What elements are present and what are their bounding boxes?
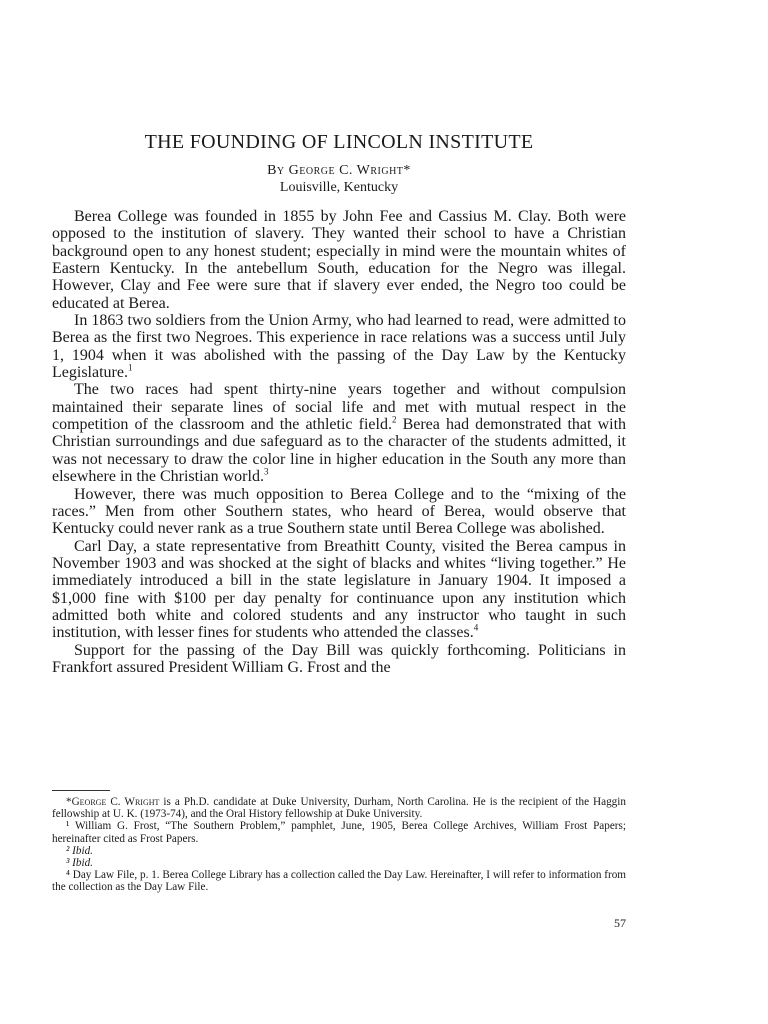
paragraph-3: The two races had spent thirty-nine years together and without compulsion maintained their separate lines of social life and met with mutual respect in the competition of the classroom and the athletic field.$^2$ Berea had demonstrated that with Christian surroundings and due safeguard as to the character of the students admitted, it was not necessary to draw the color line in higher education in the South any more than elsewhere in the Christian world.$^3$ <box>52 381 627 486</box>
author-byline: By George C. Wright* <box>267 163 411 178</box>
article-body <box>52 208 626 676</box>
article-title: THE FOUNDING OF LINCOLN INSTITUTE <box>144 131 534 153</box>
footnote-1: ¹ William G. Frost, “The Southern Problem,” pamphlet, June, 1905, Berea College Archives, William Frost Papers; hereinafter cited as Frost Papers. <box>52 820 626 845</box>
footnote-author: *George C. Wright is a Ph.D. candidate at Duke University, Durham, North Carolina. He is the recipient of the Haggin fellowship at U. K. (1973-74), and the Oral History fellowship at Duke University. <box>52 796 626 821</box>
footnote-ref-2: 2 <box>391 414 397 425</box>
paragraph-4: However, there was much opposition to Berea College and to the “mixing of the races.” Men from other Southern states, who heard of Berea, would observe that Kentucky could never rank as a true Southern state until Berea College was abolished. <box>52 485 626 538</box>
footnotes <box>52 796 626 894</box>
footnote-3: ³ Ibid. <box>66 857 93 870</box>
paragraph-2: In 1863 two soldiers from the Union Army, who had learned to read, were admitted to Berea as the first two Negroes. This experience in race relations was a success until July 1, 1904 when it was abolished with the passing of the Day Law by the Kentucky Legislature.$^1$ <box>52 312 626 382</box>
footnote-ref-3: 3 <box>263 466 269 477</box>
paragraph-6: Support for the passing of the Day Bill was quickly forthcoming. Politicians in Frankfort assured President William G. Frost and the <box>52 641 626 676</box>
footnote-2: ² Ibid. <box>66 844 93 857</box>
document-page <box>52 0 626 1024</box>
footnote-ref-1: 1 <box>127 362 133 373</box>
paragraph-1: Berea College was founded in 1855 by John Fee and Cassius M. Clay. Both were opposed to the institution of slavery. They wanted their school to have a Christian background open to any honest student; especially in mind were the mountain whites of Eastern Kentucky. In the antebellum South, education for the Negro was illegal. However, Clay and Fee were sure that if slavery ever ended, the Negro too could be educated at Berea. <box>52 208 626 312</box>
author-location: Louisville, Kentucky <box>279 180 399 195</box>
footnote-ref-4: 4 <box>473 622 479 633</box>
footnote-divider <box>52 790 110 791</box>
page-number: 57 <box>614 916 626 930</box>
paragraph-5: Carl Day, a state representative from Breathitt County, visited the Berea campus in November 1903 and was shocked at the sight of blacks and whites “living together.” He immediately introduced a bill in the state legislature in January 1904. It imposed a $1,000 fine with $100 per day penalty for continuance upon any institution which admitted both white and colored students and any instructor who taught in such institution, with lesser fines for students who attended the classes.$^4$ <box>52 537 626 642</box>
footnote-4: ⁴ Day Law File, p. 1. Berea College Library has a collection called the Day Law. Hereinafter, I will refer to information from the collection as the Day Law File. <box>52 869 626 894</box>
